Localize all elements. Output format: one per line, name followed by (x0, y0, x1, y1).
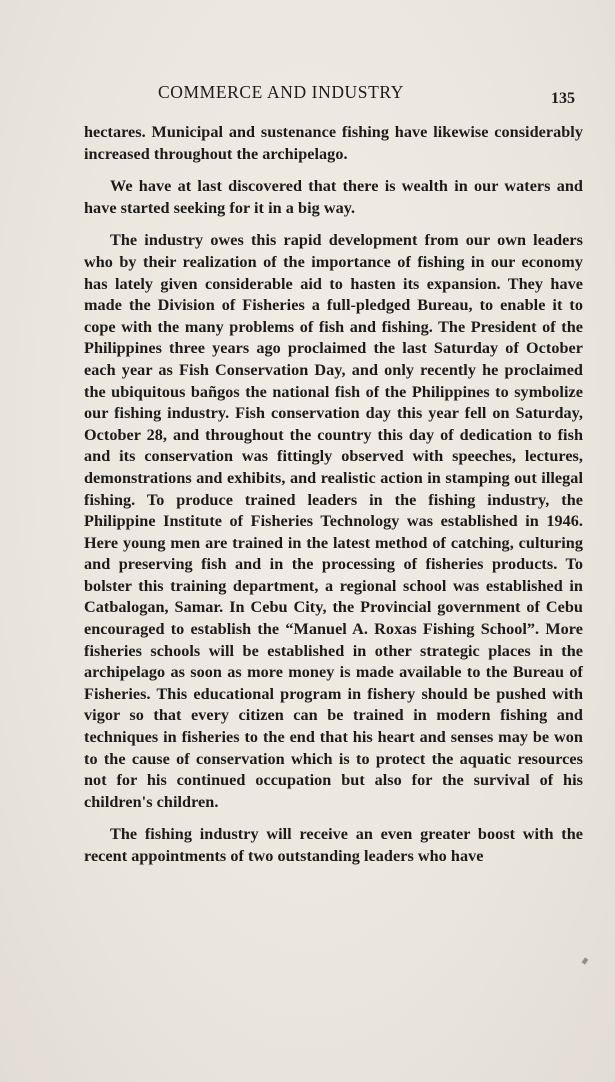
running-head (86, 82, 575, 112)
paragraph-industry-development: The industry owes this rapid development from our own leaders who by their realization of the importance of fishing in our economy has lately given considerable aid to hasten its expansion. They have made the Division of Fisheries a full-pledged Bureau, to enable it to cope with the many problems of fish and fishing. The President of the Philippines three years ago proclaimed the last Saturday of October each year as Fish Conservation Day, and only recently he proclaimed the ubiquitous bañgos the national fish of the Philippines to symbolize our fishing industry. Fish conservation day this year fell on Saturday, October 28, and throughout the country this day of dedication to fish and its conservation was fittingly observed with speeches, lectures, demonstrations and exhibits, and realistic action in stamping out illegal fishing. To produce trained leaders in the fishing industry, the Philippine Institute of Fisheries Technology was established in 1946. Here young men are trained in the latest method of catching, culturing and preserving fish and in the processing of fisheries products. To bolster this training department, a regional school was established in Catbalogan, Samar. In Cebu City, the Provincial government of Cebu encouraged to establish the “Manuel A. Roxas Fishing School”. More fisheries schools will be established in other strategic places in the archipelago as soon as more money is made available to the Bureau of Fisheries. This educational program in fishery should be pushed with vigor so that every citizen can be trained in modern fishing and techniques in fisheries to the end that his heart and senses may be won to the cause of conservation which is to protect the aquatic resources not for his continued occupation but also for the survival of his children's children. (84, 231, 583, 811)
body-text (84, 122, 583, 879)
paragraph-wealth: We have at last discovered that there is wealth in our waters and have started seeking for it in a big way. (84, 177, 583, 217)
paragraph-fishing-boost: The fishing industry will receive an even greater boost with the recent appointments of two outstanding leaders who have (84, 825, 583, 865)
paper-fleck (582, 957, 589, 964)
paragraph-continuation: hectares. Municipal and sustenance fishing have likewise considerably increased throughout the archipelago. (84, 123, 583, 163)
running-title: COMMERCE AND INDUSTRY (158, 82, 404, 102)
page-number: 135 (551, 90, 575, 107)
